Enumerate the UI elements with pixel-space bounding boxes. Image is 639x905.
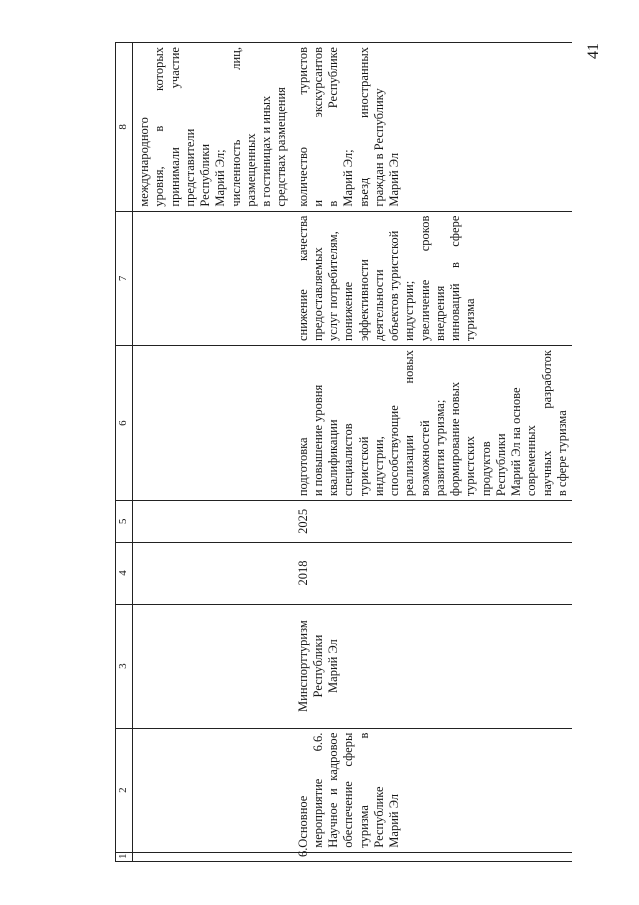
text-line: Марий Эл: [326, 639, 340, 693]
text-line: в гостиницах и иных: [259, 95, 273, 207]
text-line: и экскурсантов: [310, 47, 325, 207]
page-number: 41: [585, 43, 602, 59]
text-line: обеспечение сферы: [341, 732, 356, 848]
text-line: услуг потребителям,: [326, 231, 340, 342]
cell-empty: [133, 542, 292, 604]
text-line: возможностей: [417, 420, 432, 497]
text-line: способствующие: [387, 405, 401, 497]
text-line: въезд иностранных: [356, 47, 371, 207]
cell-empty: [133, 852, 292, 861]
text-line: представители: [182, 128, 197, 207]
cell-empty: [133, 346, 292, 501]
cell-end-year: 2025: [292, 501, 573, 542]
column-header-7: 7: [116, 211, 133, 345]
text-line: продуктов: [478, 441, 493, 497]
text-line: предоставляемых: [310, 247, 325, 342]
column-header-5: 5: [116, 501, 133, 542]
text-line: туризма в Республике: [356, 732, 386, 848]
text-line: специалистов: [341, 423, 356, 497]
column-header-1: 1: [116, 852, 133, 861]
cell-empty: [133, 604, 292, 728]
text-line: Республики: [198, 143, 212, 207]
text-line: в Республике: [326, 47, 340, 207]
cell-executor: [292, 604, 573, 728]
text-line: развития туризма;: [432, 399, 447, 497]
text-line: Республики: [493, 433, 508, 497]
text-line: квалификации: [326, 419, 340, 497]
column-header-6: 6: [116, 346, 133, 501]
cell-expected-result: [292, 346, 573, 501]
column-header-3: 3: [116, 604, 133, 728]
text-line: мероприятие 6.6.: [310, 732, 325, 848]
text-line: Марий Эл;: [341, 149, 356, 207]
measures-table: [115, 42, 572, 862]
text-line: Марий Эл: [387, 793, 401, 848]
cell-row-number: 6.: [292, 852, 573, 861]
text-line: индустрии,: [371, 436, 386, 497]
text-line: количество туристов: [295, 47, 310, 207]
text-line: Марий Эл: [387, 152, 401, 207]
table-row-continuation: [133, 43, 292, 862]
text-line: снижение качества: [295, 215, 310, 342]
table-row-measure: [292, 43, 573, 862]
text-line: Марий Эл на основе: [509, 387, 523, 497]
text-line: эффективности: [356, 259, 371, 342]
text-line: Основное: [295, 795, 310, 848]
cell-empty: [133, 501, 292, 542]
text-line: объектов туристской: [387, 230, 401, 342]
text-line: граждан в Республику: [371, 88, 386, 207]
text-line: в сфере туризма: [554, 410, 569, 497]
text-line: Республики: [310, 634, 325, 698]
text-line: международного: [137, 117, 151, 207]
cell-indicators-continued: [133, 43, 292, 212]
text-line: научных разработок: [539, 350, 554, 497]
cell-start-year: 2018: [292, 542, 573, 604]
text-line: индустрии;: [402, 280, 417, 342]
text-line: Научное и кадровое: [326, 732, 340, 848]
text-line: размещенных: [243, 133, 258, 207]
text-line: туризма: [463, 298, 478, 342]
column-header-8: 8: [116, 43, 133, 212]
cell-consequences: [292, 211, 573, 345]
cell-empty: [133, 728, 292, 852]
text-line: Марий Эл;: [213, 149, 228, 207]
text-line: уровня, в которых: [152, 47, 167, 207]
text-line: туристских: [463, 435, 478, 497]
text-line: формирование новых: [448, 381, 462, 497]
text-line: понижение: [341, 281, 356, 342]
text-line: деятельности: [371, 269, 386, 342]
rotated-table-container: [115, 42, 569, 862]
text-line: подготовка: [295, 437, 310, 497]
text-line: принимали участие: [167, 47, 182, 207]
text-line: современных: [524, 425, 539, 497]
column-header-4: 4: [116, 542, 133, 604]
text-line: туристской: [356, 436, 371, 497]
column-header-2: 2: [116, 728, 133, 852]
text-line: численность лиц,: [228, 47, 243, 207]
text-line: реализации новых: [402, 350, 417, 497]
header-row: [116, 43, 133, 862]
text-line: и повышение уровня: [310, 384, 325, 497]
cell-empty: [133, 211, 292, 345]
text-line: инноваций в сфере: [448, 215, 462, 342]
text-line: Минспорттуризм: [295, 620, 310, 712]
cell-measure-name: [292, 728, 573, 852]
text-line: внедрения: [432, 285, 447, 342]
text-line: средствах размещения: [274, 87, 289, 207]
cell-indicators: [292, 43, 573, 212]
text-line: увеличение сроков: [417, 215, 432, 342]
